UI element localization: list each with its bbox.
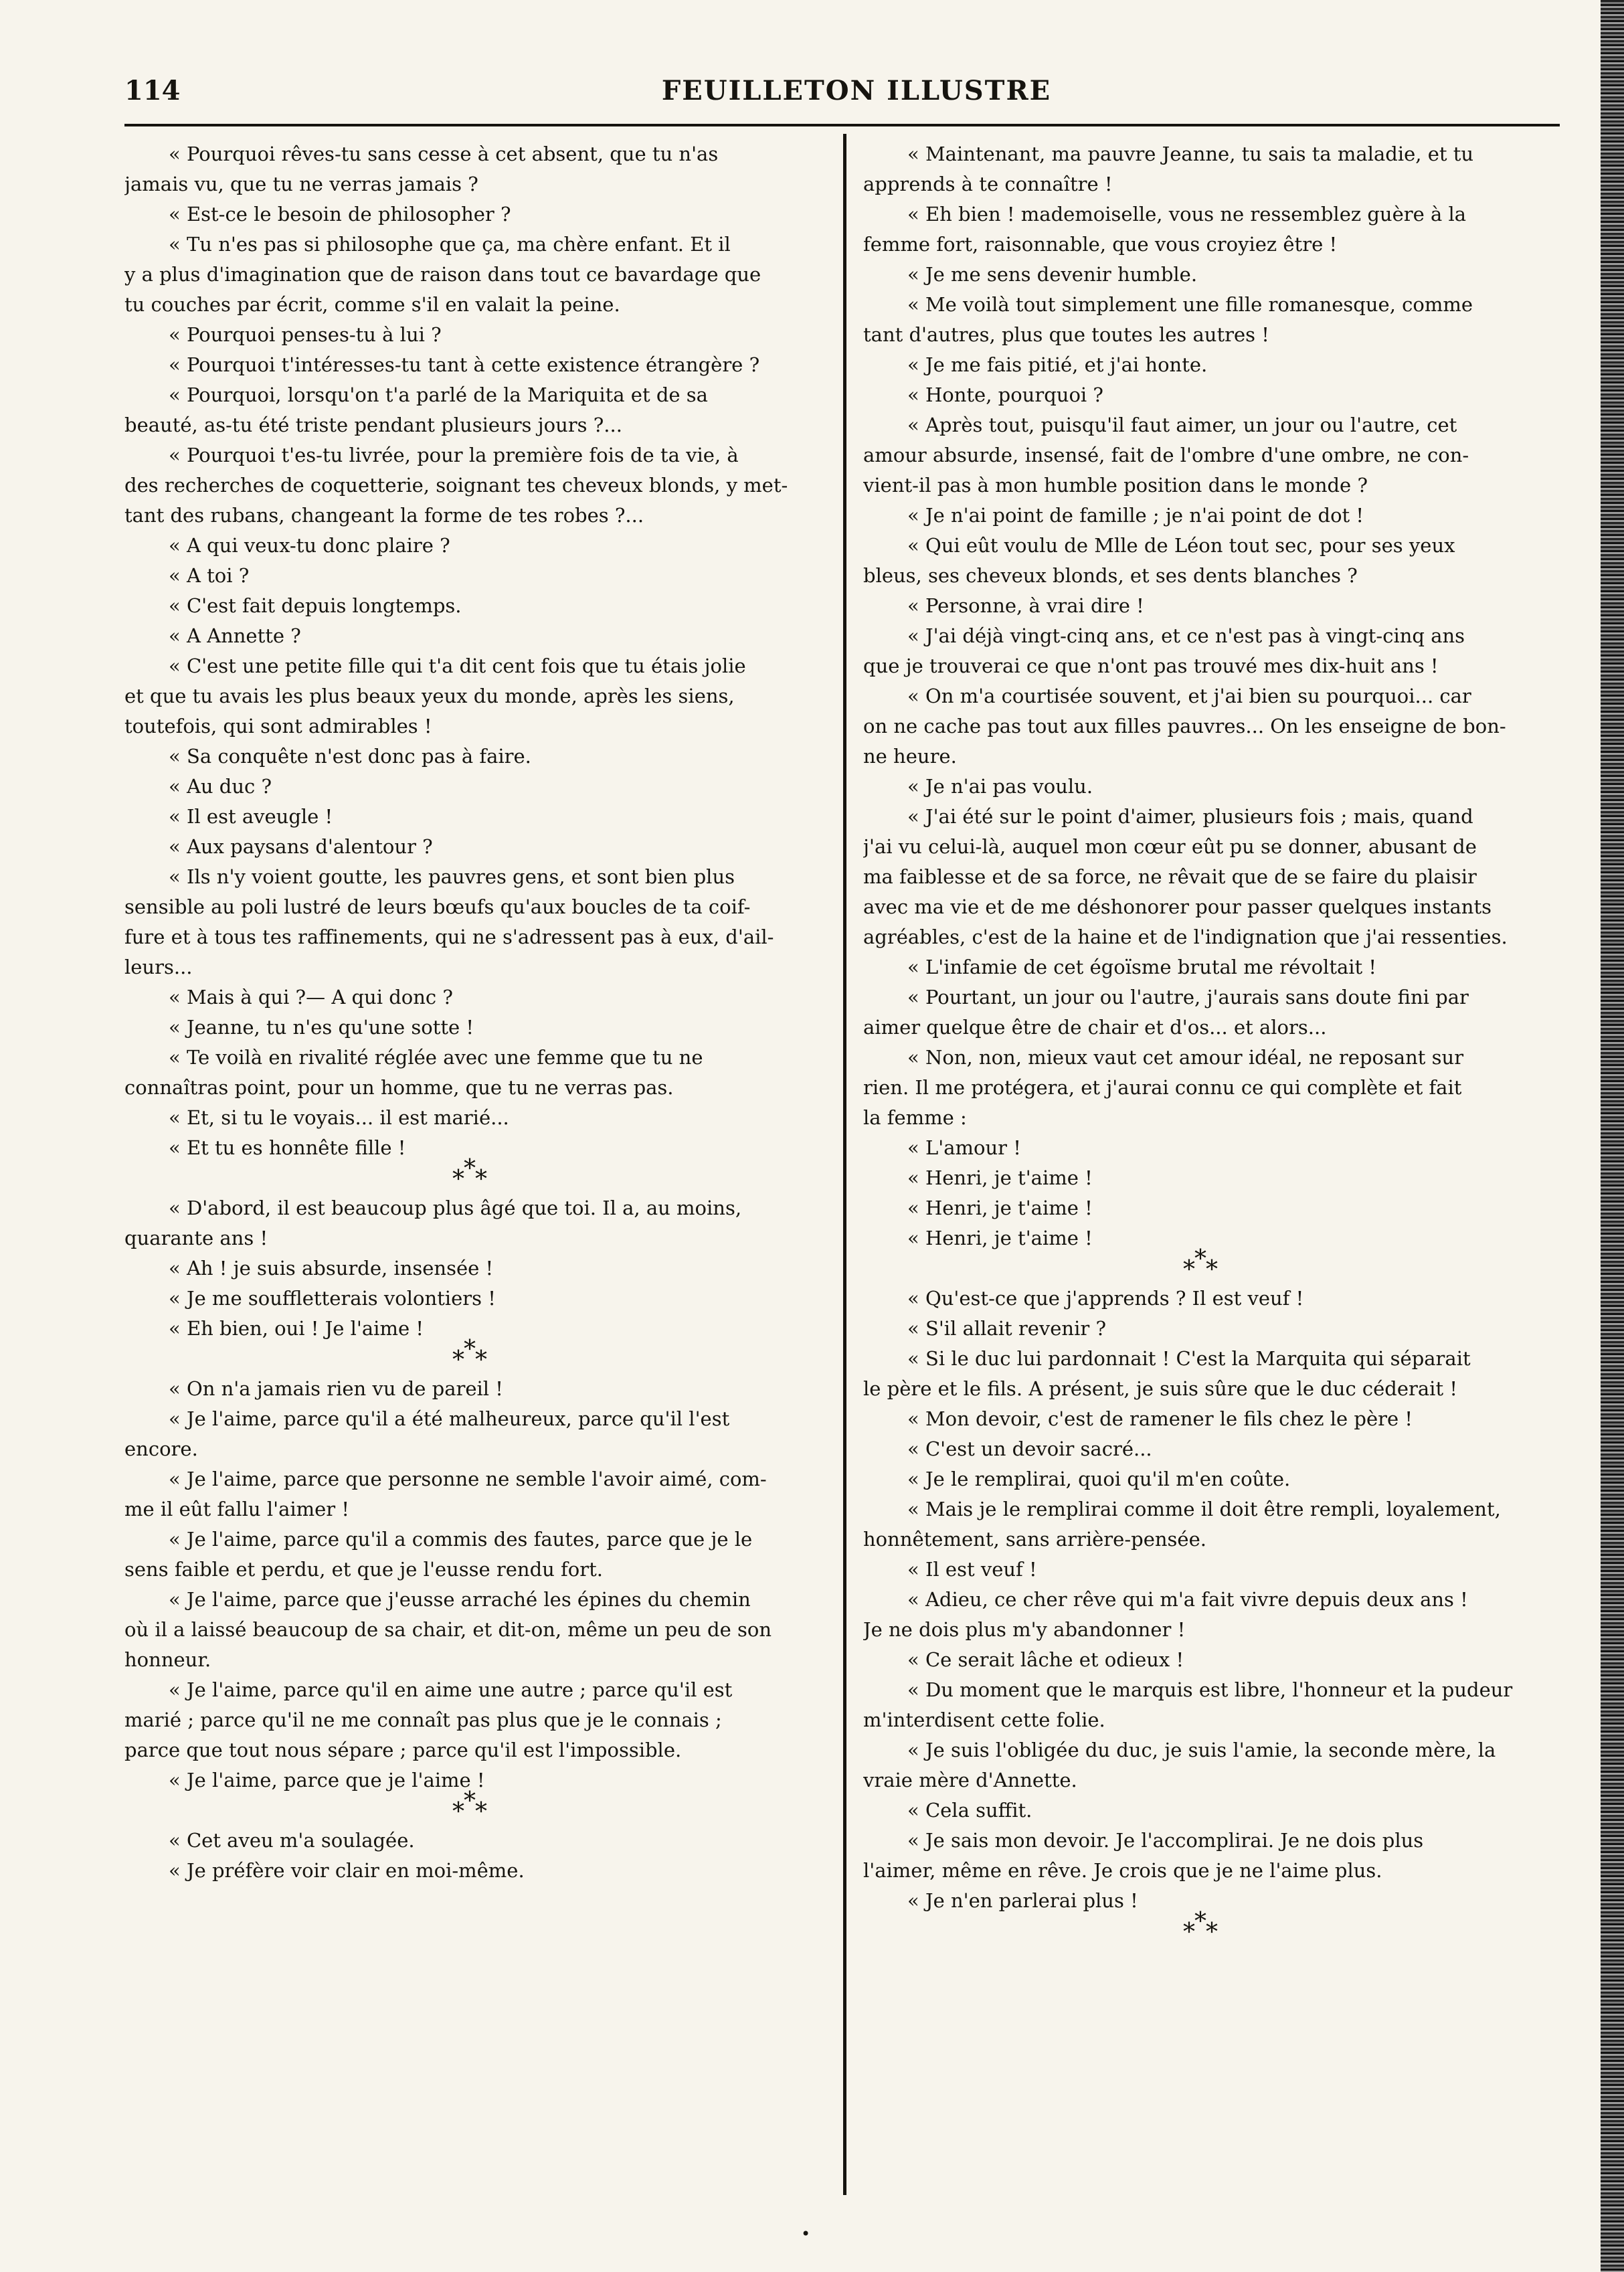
text-line: sensible au poli lustré de leurs bœufs qu'aux boucles de ta coif-	[124, 895, 751, 918]
text-line: on ne cache pas tout aux filles pauvres... On les enseigne de bon-	[863, 715, 1506, 737]
text-line: « On m'a courtisée souvent, et j'ai bien su pourquoi... car	[907, 685, 1471, 707]
section-separator	[863, 1245, 1566, 1284]
text-line: « Ils n'y voient goutte, les pauvres gens, et sont bien plus	[169, 865, 735, 888]
text-line: l'aimer, même en rêve. Je crois que je ne l'aime plus.	[863, 1859, 1382, 1882]
text-line: jamais vu, que tu ne verras jamais ?	[124, 173, 478, 195]
text-line: « Me voilà tout simplement une fille romanesque, comme	[907, 293, 1473, 316]
text-line: « Qui eût voulu de Mlle de Léon tout sec, pour ses yeux	[907, 534, 1455, 557]
text-line: sens faible et perdu, et que je l'eusse rendu fort.	[124, 1558, 603, 1581]
text-line: « Henri, je t'aime !	[907, 1197, 1093, 1219]
text-line: « J'ai été sur le point d'aimer, plusieurs fois ; mais, quand	[907, 805, 1473, 828]
page-number: 114	[124, 75, 181, 106]
text-line: j'ai vu celui-là, auquel mon cœur eût pu se donner, abusant de	[863, 835, 1477, 858]
text-line: ne heure.	[863, 745, 957, 768]
section-separator	[863, 1908, 1566, 1946]
text-line: « Jeanne, tu n'es qu'une sotte !	[169, 1016, 474, 1039]
text-line: « Du moment que le marquis est libre, l'honneur et la pudeur	[907, 1678, 1513, 1701]
text-line: « Et, si tu le voyais... il est marié...	[169, 1106, 509, 1129]
text-line: rien. Il me protégera, et j'aurai connu ce qui complète et fait	[863, 1076, 1462, 1099]
text-line: « Pourquoi, lorsqu'on t'a parlé de la Mariquita et de sa	[169, 383, 708, 406]
text-line: tant d'autres, plus que toutes les autres !	[863, 323, 1269, 346]
text-line: quarante ans !	[124, 1227, 268, 1249]
text-line: « Je l'aime, parce qu'il en aime une autre ; parce qu'il est	[169, 1678, 733, 1701]
text-line: « Je sais mon devoir. Je l'accomplirai. Je ne dois plus	[907, 1829, 1424, 1852]
text-line: encore.	[124, 1437, 198, 1460]
text-line: « Pourquoi t'intéresses-tu tant à cette existence étrangère ?	[169, 353, 760, 376]
text-line: où il a laissé beaucoup de sa chair, et dit-on, même un peu de son	[124, 1618, 772, 1641]
text-line: « Sa conquête n'est donc pas à faire.	[169, 745, 531, 768]
text-line: « Je n'en parlerai plus !	[907, 1889, 1138, 1912]
text-line: que je trouverai ce que n'ont pas trouvé mes dix-huit ans !	[863, 654, 1439, 677]
text-line: « Mon devoir, c'est de ramener le fils chez le père !	[907, 1407, 1413, 1430]
running-title: FEUILLETON ILLUSTRE	[661, 75, 1052, 106]
text-line: fure et à tous tes raffinements, qui ne s'adressent pas à eux, d'ail-	[124, 926, 774, 948]
text-line: « Je l'aime, parce que je l'aime !	[169, 1769, 485, 1792]
text-line: « A qui veux-tu donc plaire ?	[169, 534, 450, 557]
text-line: Je ne dois plus m'y abandonner !	[863, 1618, 1186, 1641]
text-line: « C'est un devoir sacré...	[907, 1437, 1152, 1460]
text-line: « Honte, pourquoi ?	[907, 383, 1103, 406]
text-line: « Pourquoi rêves-tu sans cesse à cet absent, que tu n'as	[169, 143, 719, 165]
text-line: « Personne, à vrai dire !	[907, 594, 1144, 617]
text-line: « Au duc ?	[169, 775, 272, 798]
text-line: « J'ai déjà vingt-cinq ans, et ce n'est pas à vingt-cinq ans	[907, 624, 1465, 647]
text-line: « Je l'aime, parce qu'il a commis des fautes, parce que je le	[169, 1528, 753, 1551]
text-line: « L'infamie de cet égoïsme brutal me révoltait !	[907, 956, 1377, 978]
text-line: « Pourquoi penses-tu à lui ?	[169, 323, 442, 346]
asterism-icon: * * *	[452, 1787, 487, 1826]
text-line: « Si le duc lui pardonnait ! C'est la Marquita qui séparait	[907, 1347, 1471, 1370]
text-line: apprends à te connaître !	[863, 173, 1113, 195]
text-line: « Qu'est-ce que j'apprends ? Il est veuf !	[907, 1287, 1304, 1310]
text-line: « Te voilà en rivalité réglée avec une femme que tu ne	[169, 1046, 703, 1069]
text-line: « A toi ?	[169, 564, 250, 587]
asterism-icon: * * *	[452, 1336, 487, 1374]
text-line: parce que tout nous sépare ; parce qu'il est l'impossible.	[124, 1739, 682, 1761]
text-line: « Ce serait lâche et odieux !	[907, 1648, 1184, 1671]
text-line: « D'abord, il est beaucoup plus âgé que toi. Il a, au moins,	[169, 1197, 742, 1219]
section-separator	[124, 1155, 827, 1193]
text-line: « Non, non, mieux vaut cet amour idéal, ne reposant sur	[907, 1046, 1464, 1069]
text-line: « Maintenant, ma pauvre Jeanne, tu sais ta maladie, et tu	[907, 143, 1474, 165]
asterism-icon: * * *	[452, 1155, 487, 1193]
header-rule	[124, 124, 1560, 126]
column-divider	[843, 134, 846, 2195]
text-line: « Eh bien, oui ! Je l'aime !	[169, 1317, 424, 1340]
text-line: « Je l'aime, parce qu'il a été malheureux, parce qu'il l'est	[169, 1407, 730, 1430]
text-line: « Je le remplirai, quoi qu'il m'en coûte.	[907, 1468, 1291, 1490]
text-line: connaîtras point, pour un homme, que tu ne verras pas.	[124, 1076, 674, 1099]
footer-mark: •	[801, 2224, 811, 2243]
text-line: « Eh bien ! mademoiselle, vous ne ressemblez guère à la	[907, 203, 1467, 226]
text-line: « Je suis l'obligée du duc, je suis l'amie, la seconde mère, la	[907, 1739, 1496, 1761]
text-line: « C'est une petite fille qui t'a dit cent fois que tu étais jolie	[169, 654, 746, 677]
text-line: « Je n'ai point de famille ; je n'ai point de dot !	[907, 504, 1364, 527]
text-line: vraie mère d'Annette.	[863, 1769, 1077, 1792]
text-line: tant des rubans, changeant la forme de tes robes ?...	[124, 504, 644, 527]
section-separator	[124, 1787, 827, 1826]
text-line: « Je l'aime, parce que j'eusse arraché les épines du chemin	[169, 1588, 751, 1611]
text-line: « Je me sens devenir humble.	[907, 263, 1198, 286]
text-line: bleus, ses cheveux blonds, et ses dents blanches ?	[863, 564, 1358, 587]
text-line: « Henri, je t'aime !	[907, 1227, 1093, 1249]
text-line: « Je l'aime, parce que personne ne semble l'avoir aimé, com-	[169, 1468, 767, 1490]
section-separator	[124, 1336, 827, 1374]
text-line: « Après tout, puisqu'il faut aimer, un jour ou l'autre, cet	[907, 414, 1457, 436]
text-line: et que tu avais les plus beaux yeux du monde, après les siens,	[124, 685, 735, 707]
text-line: « S'il allait revenir ?	[907, 1317, 1106, 1340]
text-line: « Il est aveugle !	[169, 805, 333, 828]
text-line: « L'amour !	[907, 1136, 1021, 1159]
text-line: honnêtement, sans arrière-pensée.	[863, 1528, 1206, 1551]
text-line: agréables, c'est de la haine et de l'indignation que j'ai ressenties.	[863, 926, 1508, 948]
asterism-icon: * * *	[1183, 1908, 1218, 1946]
text-line: « Je me souffletterais volontiers !	[169, 1287, 496, 1310]
text-line: amour absurde, insensé, fait de l'ombre d'une ombre, ne con-	[863, 444, 1469, 466]
text-line: « Je me fais pitié, et j'ai honte.	[907, 353, 1208, 376]
text-line: « Je préfère voir clair en moi-même.	[169, 1859, 525, 1882]
text-line: aimer quelque être de chair et d'os... et alors...	[863, 1016, 1327, 1039]
text-line: « Pourtant, un jour ou l'autre, j'aurais sans doute fini par	[907, 986, 1469, 1009]
text-line: « C'est fait depuis longtemps.	[169, 594, 462, 617]
text-line: ma faiblesse et de sa force, ne rêvait que de se faire du plaisir	[863, 865, 1477, 888]
text-line: tu couches par écrit, comme s'il en valait la peine.	[124, 293, 620, 316]
text-line: y a plus d'imagination que de raison dans tout ce bavardage que	[124, 263, 761, 286]
text-line: « Est-ce le besoin de philosopher ?	[169, 203, 511, 226]
text-line: « Et tu es honnête fille !	[169, 1136, 406, 1159]
text-line: « A Annette ?	[169, 624, 301, 647]
page-header	[0, 0, 1624, 127]
text-line: toutefois, qui sont admirables !	[124, 715, 432, 737]
text-line: beauté, as-tu été triste pendant plusieurs jours ?...	[124, 414, 622, 436]
text-line: m'interdisent cette folie.	[863, 1709, 1105, 1731]
text-line: « Mais à qui ?— A qui donc ?	[169, 986, 453, 1009]
text-line: me il eût fallu l'aimer !	[124, 1498, 350, 1520]
text-line: la femme :	[863, 1106, 967, 1129]
asterism-icon: * * *	[1183, 1245, 1218, 1284]
text-line: « Tu n'es pas si philosophe que ça, ma chère enfant. Et il	[169, 233, 731, 256]
left-column	[124, 139, 827, 1886]
page-edge	[1601, 0, 1624, 2272]
text-line: « Cela suffit.	[907, 1799, 1032, 1822]
text-line: vient-il pas à mon humble position dans le monde ?	[863, 474, 1368, 497]
text-line: leurs...	[124, 956, 193, 978]
text-line: « On n'a jamais rien vu de pareil !	[169, 1377, 503, 1400]
text-line: le père et le fils. A présent, je suis sûre que le duc céderait !	[863, 1377, 1457, 1400]
right-column	[863, 139, 1566, 1946]
text-line: « Je n'ai pas voulu.	[907, 775, 1093, 798]
text-line: « Henri, je t'aime !	[907, 1166, 1093, 1189]
text-line: « Aux paysans d'alentour ?	[169, 835, 433, 858]
text-line: « Cet aveu m'a soulagée.	[169, 1829, 415, 1852]
text-line: femme fort, raisonnable, que vous croyiez être !	[863, 233, 1338, 256]
text-line: des recherches de coquetterie, soignant tes cheveux blonds, y met-	[124, 474, 788, 497]
text-line: avec ma vie et de me déshonorer pour passer quelques instants	[863, 895, 1492, 918]
text-line: « Adieu, ce cher rêve qui m'a fait vivre depuis deux ans !	[907, 1588, 1468, 1611]
text-line: marié ; parce qu'il ne me connaît pas plus que je le connais ;	[124, 1709, 722, 1731]
text-line: « Pourquoi t'es-tu livrée, pour la première fois de ta vie, à	[169, 444, 739, 466]
text-line: « Ah ! je suis absurde, insensée !	[169, 1257, 494, 1280]
text-line: honneur.	[124, 1648, 211, 1671]
text-line: « Mais je le remplirai comme il doit être rempli, loyalement,	[907, 1498, 1501, 1520]
text-line: « Il est veuf !	[907, 1558, 1037, 1581]
